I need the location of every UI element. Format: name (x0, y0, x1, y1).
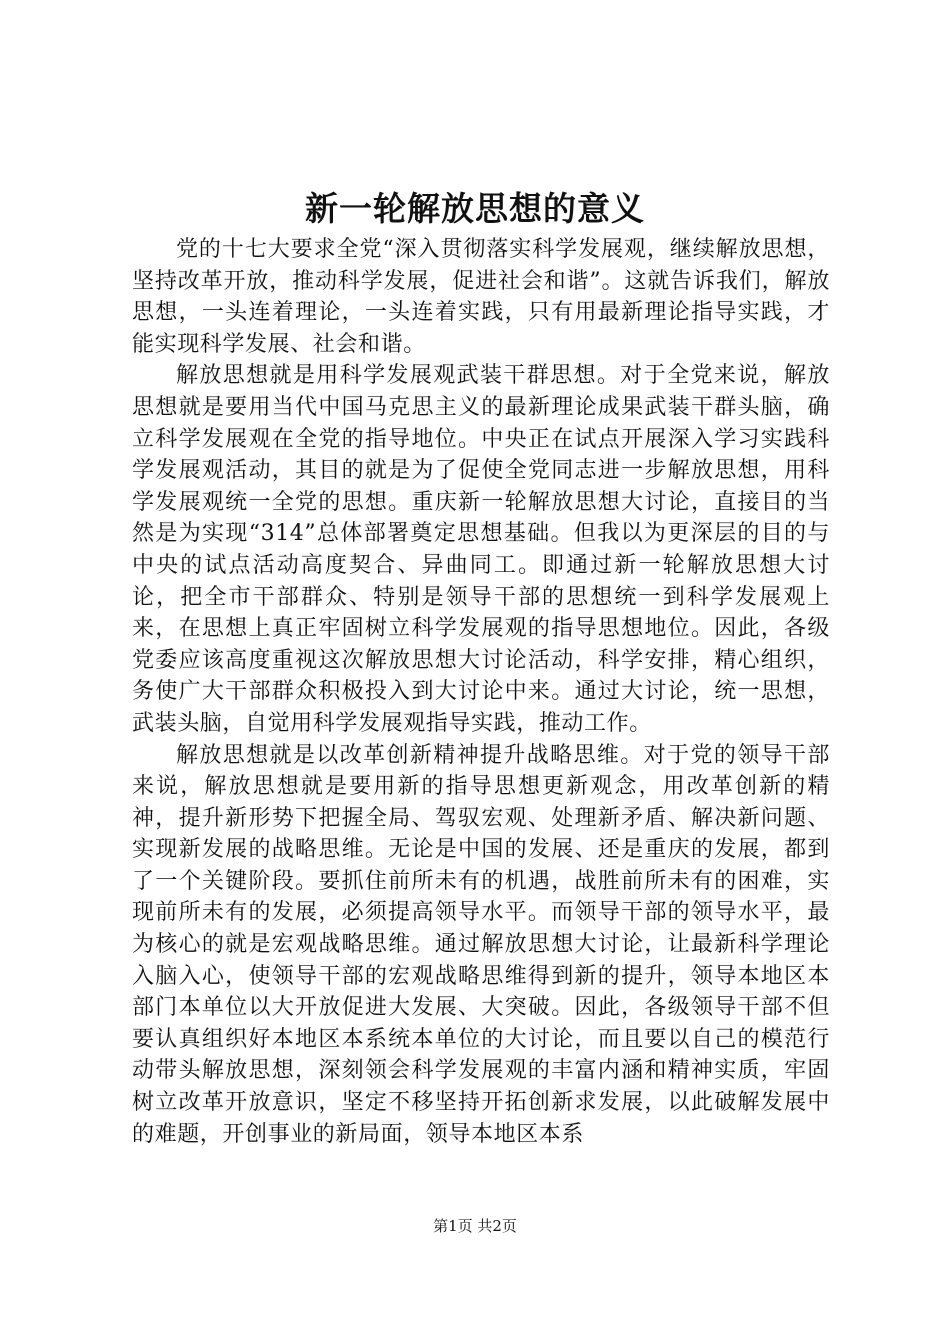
paragraph-3: 解放思想就是以改革创新精神提升战略思维。对于党的领导干部来说，解放思想就是要用新的指导思想更新观念，用改革创新的精神，提升新形势下把握全局、驾驭宏观、处理新矛盾、解决新问题、实现新发展的战略思维。无论是中国的发展、还是重庆的发展，都到了一个关键阶段。要抓住前所未有的机遇，战胜前所未有的困难，实现前所未有的发展，必须提高领导水平。而领导干部的领导水平，最为核心的就是宏观战略思维。通过解放思想大讨论，让最新科学理论入脑入心，使领导干部的宏观战略思维得到新的提升，领导本地区本部门本单位以大开放促进大发展、大突破。因此，各级领导干部不但要认真组织好本地区本系统本单位的大讨论，而且要以自己的模范行动带头解放思想，深刻领会科学发展观的丰富内涵和精神实质，牢固树立改革开放意识，坚定不移坚持开拓创新求发展，以此破解发展中的难题，开创事业的新局面，领导本地区本系 (132, 742, 830, 1147)
page-number-footer: 第1页 共2页 (433, 1217, 517, 1235)
document-title: 新一轮解放思想的意义 (305, 189, 645, 228)
paragraph-2: 解放思想就是用科学发展观武装干群思想。对于全党来说，解放思想就是要用当代中国马克思主义的最新理论成果武装干群头脑，确立科学发展观在全党的指导地位。中央正在试点开展深入学习实践科学发展观活动，其目的就是为了促使全党同志进一步解放思想，用科学发展观统一全党的思想。重庆新一轮解放思想大讨论，直接目的当然是为实现“314”总体部署奠定思想基础。但我以为更深层的目的与中央的试点活动高度契合、异曲同工。即通过新一轮解放思想大讨论，把全市干部群众、特别是领导干部的思想统一到科学发展观上来，在思想上真正牢固树立科学发展观的指导思想地位。因此，各级党委应该高度重视这次解放思想大讨论活动，科学安排，精心组织，务使广大干部群众积极投入到大讨论中来。通过大讨论，统一思想，武装头脑，自觉用科学发展观指导实践，推动工作。 (132, 363, 830, 736)
document-body (132, 234, 830, 1150)
paragraph-1: 党的十七大要求全党“深入贯彻落实科学发展观，继续解放思想，坚持改革开放，推动科学发展，促进社会和谐”。这就告诉我们，解放思想，一头连着理论，一头连着实践，只有用最新理论指导实践，才能实现科学发展、社会和谐。 (132, 237, 830, 357)
